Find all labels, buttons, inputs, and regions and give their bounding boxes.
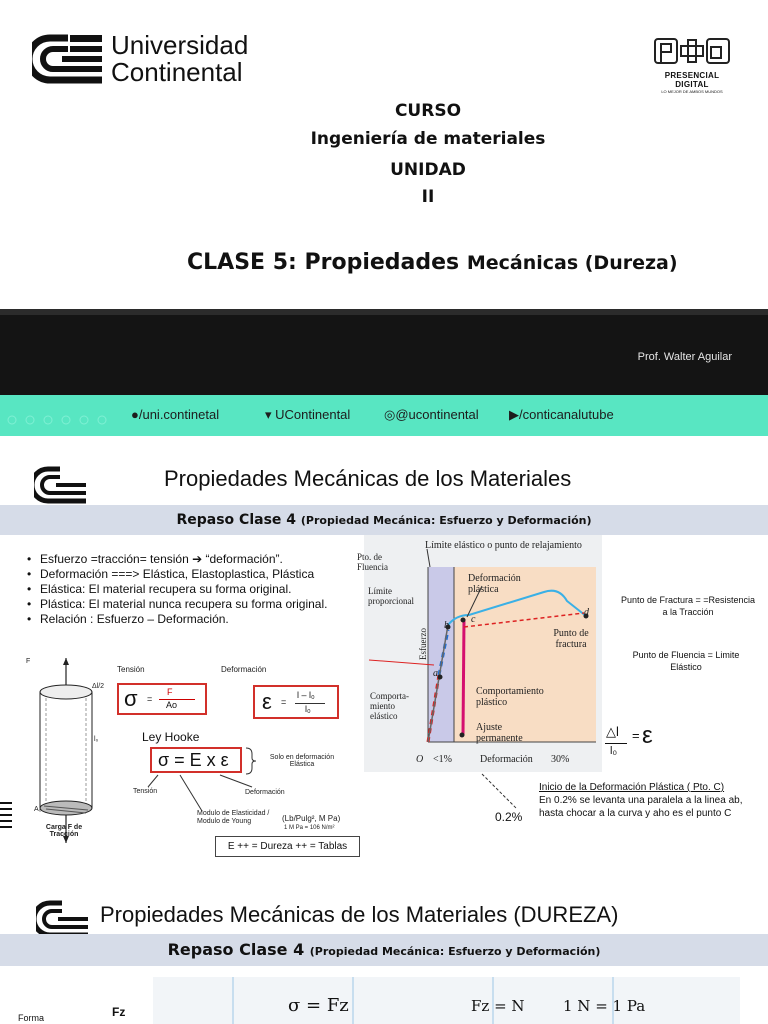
youtube-handle: /conticanalutube bbox=[519, 407, 614, 422]
concept-list bbox=[24, 552, 354, 627]
force-label-top: F bbox=[26, 658, 31, 665]
unit-number: II bbox=[421, 187, 435, 207]
twitter-icon: ▾ bbox=[265, 407, 276, 422]
list-item: • Deformación ===> Elástica, Elastoplastica, Plástica bbox=[24, 567, 354, 582]
load-caption: Carga F de Tracción bbox=[45, 824, 83, 838]
professor-name: Prof. Walter Aguilar bbox=[637, 351, 732, 363]
fracture-note: Punto de Fractura = =Resistencia a la Tracción bbox=[620, 595, 756, 617]
fraction-line bbox=[605, 743, 627, 744]
graph-small-strain-label: <1% bbox=[433, 754, 452, 765]
review-banner bbox=[0, 505, 768, 535]
hooke-note: Solo en deformación Elástica bbox=[269, 754, 335, 768]
strain-ratio-denominator: l₀ bbox=[610, 745, 618, 757]
partner-logo-title: PRESENCIAL DIGITAL bbox=[664, 71, 720, 89]
graph-fracture-label: Punto de fractura bbox=[553, 628, 589, 650]
board-stress-formula: σ = Fz bbox=[288, 995, 349, 1016]
shape-label: Forma bbox=[18, 1013, 45, 1023]
graph-yield-label: Pto. de Fluencia bbox=[357, 552, 388, 572]
class-title bbox=[187, 250, 678, 275]
list-item: • Relación : Esfuerzo – Deformación. bbox=[24, 612, 354, 627]
review-slide bbox=[0, 436, 768, 892]
presenter-bar bbox=[0, 309, 768, 395]
deformation-label-top: Deformación bbox=[221, 665, 267, 674]
hooke-law-box bbox=[150, 747, 242, 773]
hardness-slide bbox=[0, 892, 768, 1024]
instagram-handle: @ucontinental bbox=[395, 407, 479, 422]
class-title-prefix: CLASE 5: Propiedades bbox=[187, 250, 460, 275]
stress-denominator: Ao bbox=[166, 700, 178, 710]
presencial-digital-logo bbox=[652, 36, 732, 94]
presencial-digital-mark-icon bbox=[653, 36, 731, 66]
graph-stress-axis-label: Esfuerzo bbox=[418, 628, 428, 660]
tension-label-bottom: Tensión bbox=[133, 788, 158, 795]
delta-label: Δl/2 bbox=[92, 683, 105, 690]
equals-sign: = bbox=[147, 694, 153, 704]
class-title-suffix: Mecánicas (Dureza) bbox=[466, 252, 678, 274]
facebook-icon: ● bbox=[131, 407, 139, 422]
list-item: • Plástica: El material nunca recupera su forma original. bbox=[24, 597, 354, 612]
graph-plastic-behavior-label: Comportamiento plástico bbox=[476, 686, 544, 708]
area-label: A₀ bbox=[34, 806, 42, 813]
unit-label: UNIDAD bbox=[390, 160, 466, 180]
twitter-link[interactable] bbox=[265, 407, 350, 423]
banner-sub: (Propiedad Mecánica: Esfuerzo y Deformación) bbox=[300, 514, 592, 527]
partner-logo-subtitle: LO MEJOR DE AMBOS MUNDOS bbox=[661, 89, 723, 94]
modulus-label: Modulo de Elasticidad / Modulo de Young bbox=[197, 810, 270, 825]
strain-denominator: l₀ bbox=[305, 704, 311, 714]
deformation-label-bottom: Deformación bbox=[245, 789, 285, 796]
social-media-bar bbox=[0, 395, 768, 436]
hooke-law-title: Ley Hooke bbox=[142, 730, 200, 744]
graph-elastic-limit-label: Límite elástico o punto de relajamiento bbox=[425, 540, 582, 551]
force-z-label: Fz bbox=[112, 1005, 126, 1019]
plastic-onset-note bbox=[539, 781, 754, 820]
board-pascal-note: 1 N = 1 Pa bbox=[563, 997, 646, 1015]
strain-formula-box bbox=[253, 685, 339, 719]
graph-30pct-label: 30% bbox=[551, 754, 570, 765]
strain-numerator: l – l₀ bbox=[297, 690, 315, 700]
banner-sub: (Propiedad Mecánica: Esfuerzo y Deformación) bbox=[309, 945, 601, 958]
review-banner bbox=[0, 934, 768, 966]
graph-x-axis-label: Deformación bbox=[480, 754, 533, 765]
university-name-line1: Universidad bbox=[111, 30, 249, 60]
handwritten-board bbox=[153, 977, 740, 1024]
list-item: • Elástica: El material recupera su forma original. bbox=[24, 582, 354, 597]
stress-formula-box bbox=[117, 683, 207, 715]
course-name: Ingeniería de materiales bbox=[310, 129, 546, 149]
slide-title: Propiedades Mecánicas de los Materiales bbox=[164, 466, 572, 491]
tension-label-top: Tensión bbox=[117, 665, 145, 674]
side-stripes-icon bbox=[0, 800, 12, 830]
modulus-conversion: 1 M Pa = 106 N/m² bbox=[284, 825, 335, 831]
course-label: CURSO bbox=[394, 101, 462, 121]
graph-proportional-limit-label: Límite proporcional bbox=[368, 586, 414, 606]
hooke-law-formula: σ = E x ε bbox=[158, 750, 229, 770]
strain-ratio bbox=[602, 724, 672, 768]
strain-ratio-epsilon: ε bbox=[642, 722, 653, 749]
plastic-onset-text: En 0.2% se levanta una paralela a la linea ab, hasta chocar a la curva y aho es el punto C bbox=[539, 795, 743, 819]
graph-point-d: d bbox=[584, 607, 589, 618]
pointer-dashed-line bbox=[480, 772, 524, 812]
graph-origin-label: O bbox=[416, 754, 424, 765]
sigma-symbol: σ bbox=[124, 686, 138, 711]
stress-numerator: F bbox=[167, 687, 173, 697]
universidad-continental-logo-icon bbox=[36, 900, 88, 938]
graph-point-a: a bbox=[433, 668, 438, 679]
instagram-link[interactable] bbox=[384, 407, 479, 423]
plastic-onset-heading: Inicio de la Deformación Plástica ( Pto. C) bbox=[539, 782, 725, 793]
banner-main: Repaso Clase 4 bbox=[176, 512, 297, 528]
title-slide bbox=[0, 0, 768, 436]
university-name-line2: Continental bbox=[111, 57, 243, 87]
facebook-link[interactable] bbox=[131, 407, 219, 422]
hooke-arrows bbox=[140, 773, 260, 813]
equals-sign: = bbox=[281, 697, 287, 707]
modulus-units: (Lb/Pulg², M Pa) bbox=[282, 814, 341, 823]
offset-percent-label: 0.2% bbox=[495, 810, 523, 824]
brace-icon bbox=[244, 746, 258, 776]
yield-note: Punto de Fluencia = Limite Elástico bbox=[632, 650, 740, 672]
list-item: • Esfuerzo =tracción= tensión ➔ “deformación”. bbox=[24, 552, 354, 567]
hardness-summary-box: E ++ = Dureza ++ = Tablas bbox=[215, 836, 360, 857]
university-name bbox=[111, 32, 248, 86]
instagram-icon: ◎ bbox=[384, 407, 396, 422]
strain-ratio-numerator: △l bbox=[606, 724, 619, 739]
graph-point-c: c bbox=[471, 614, 476, 625]
universidad-continental-logo-icon bbox=[34, 466, 86, 504]
slide-title: Propiedades Mecánicas de los Materiales (DUREZA) bbox=[100, 902, 619, 927]
graph-elastic-behavior-label: Comporta- miento elástico bbox=[370, 691, 409, 721]
youtube-link[interactable] bbox=[509, 407, 614, 423]
youtube-icon: ▶ bbox=[509, 407, 519, 422]
twitter-handle: UContinental bbox=[275, 407, 351, 422]
board-grid bbox=[153, 977, 740, 1024]
length-label: l₀ bbox=[94, 736, 99, 743]
decorative-dots-icon bbox=[6, 415, 116, 425]
facebook-handle: /uni.continetal bbox=[138, 407, 220, 422]
equals-sign: = bbox=[632, 728, 640, 743]
graph-plastic-deformation-label: Deformación plástica bbox=[468, 573, 521, 595]
board-force-units: Fz = N bbox=[471, 997, 525, 1015]
graph-point-b: b bbox=[444, 620, 449, 631]
banner-main: Repaso Clase 4 bbox=[167, 940, 305, 959]
graph-permanent-set-label: Ajuste permanente bbox=[476, 722, 523, 744]
epsilon-symbol: ε bbox=[262, 689, 272, 714]
universidad-continental-logo-icon bbox=[32, 34, 104, 84]
